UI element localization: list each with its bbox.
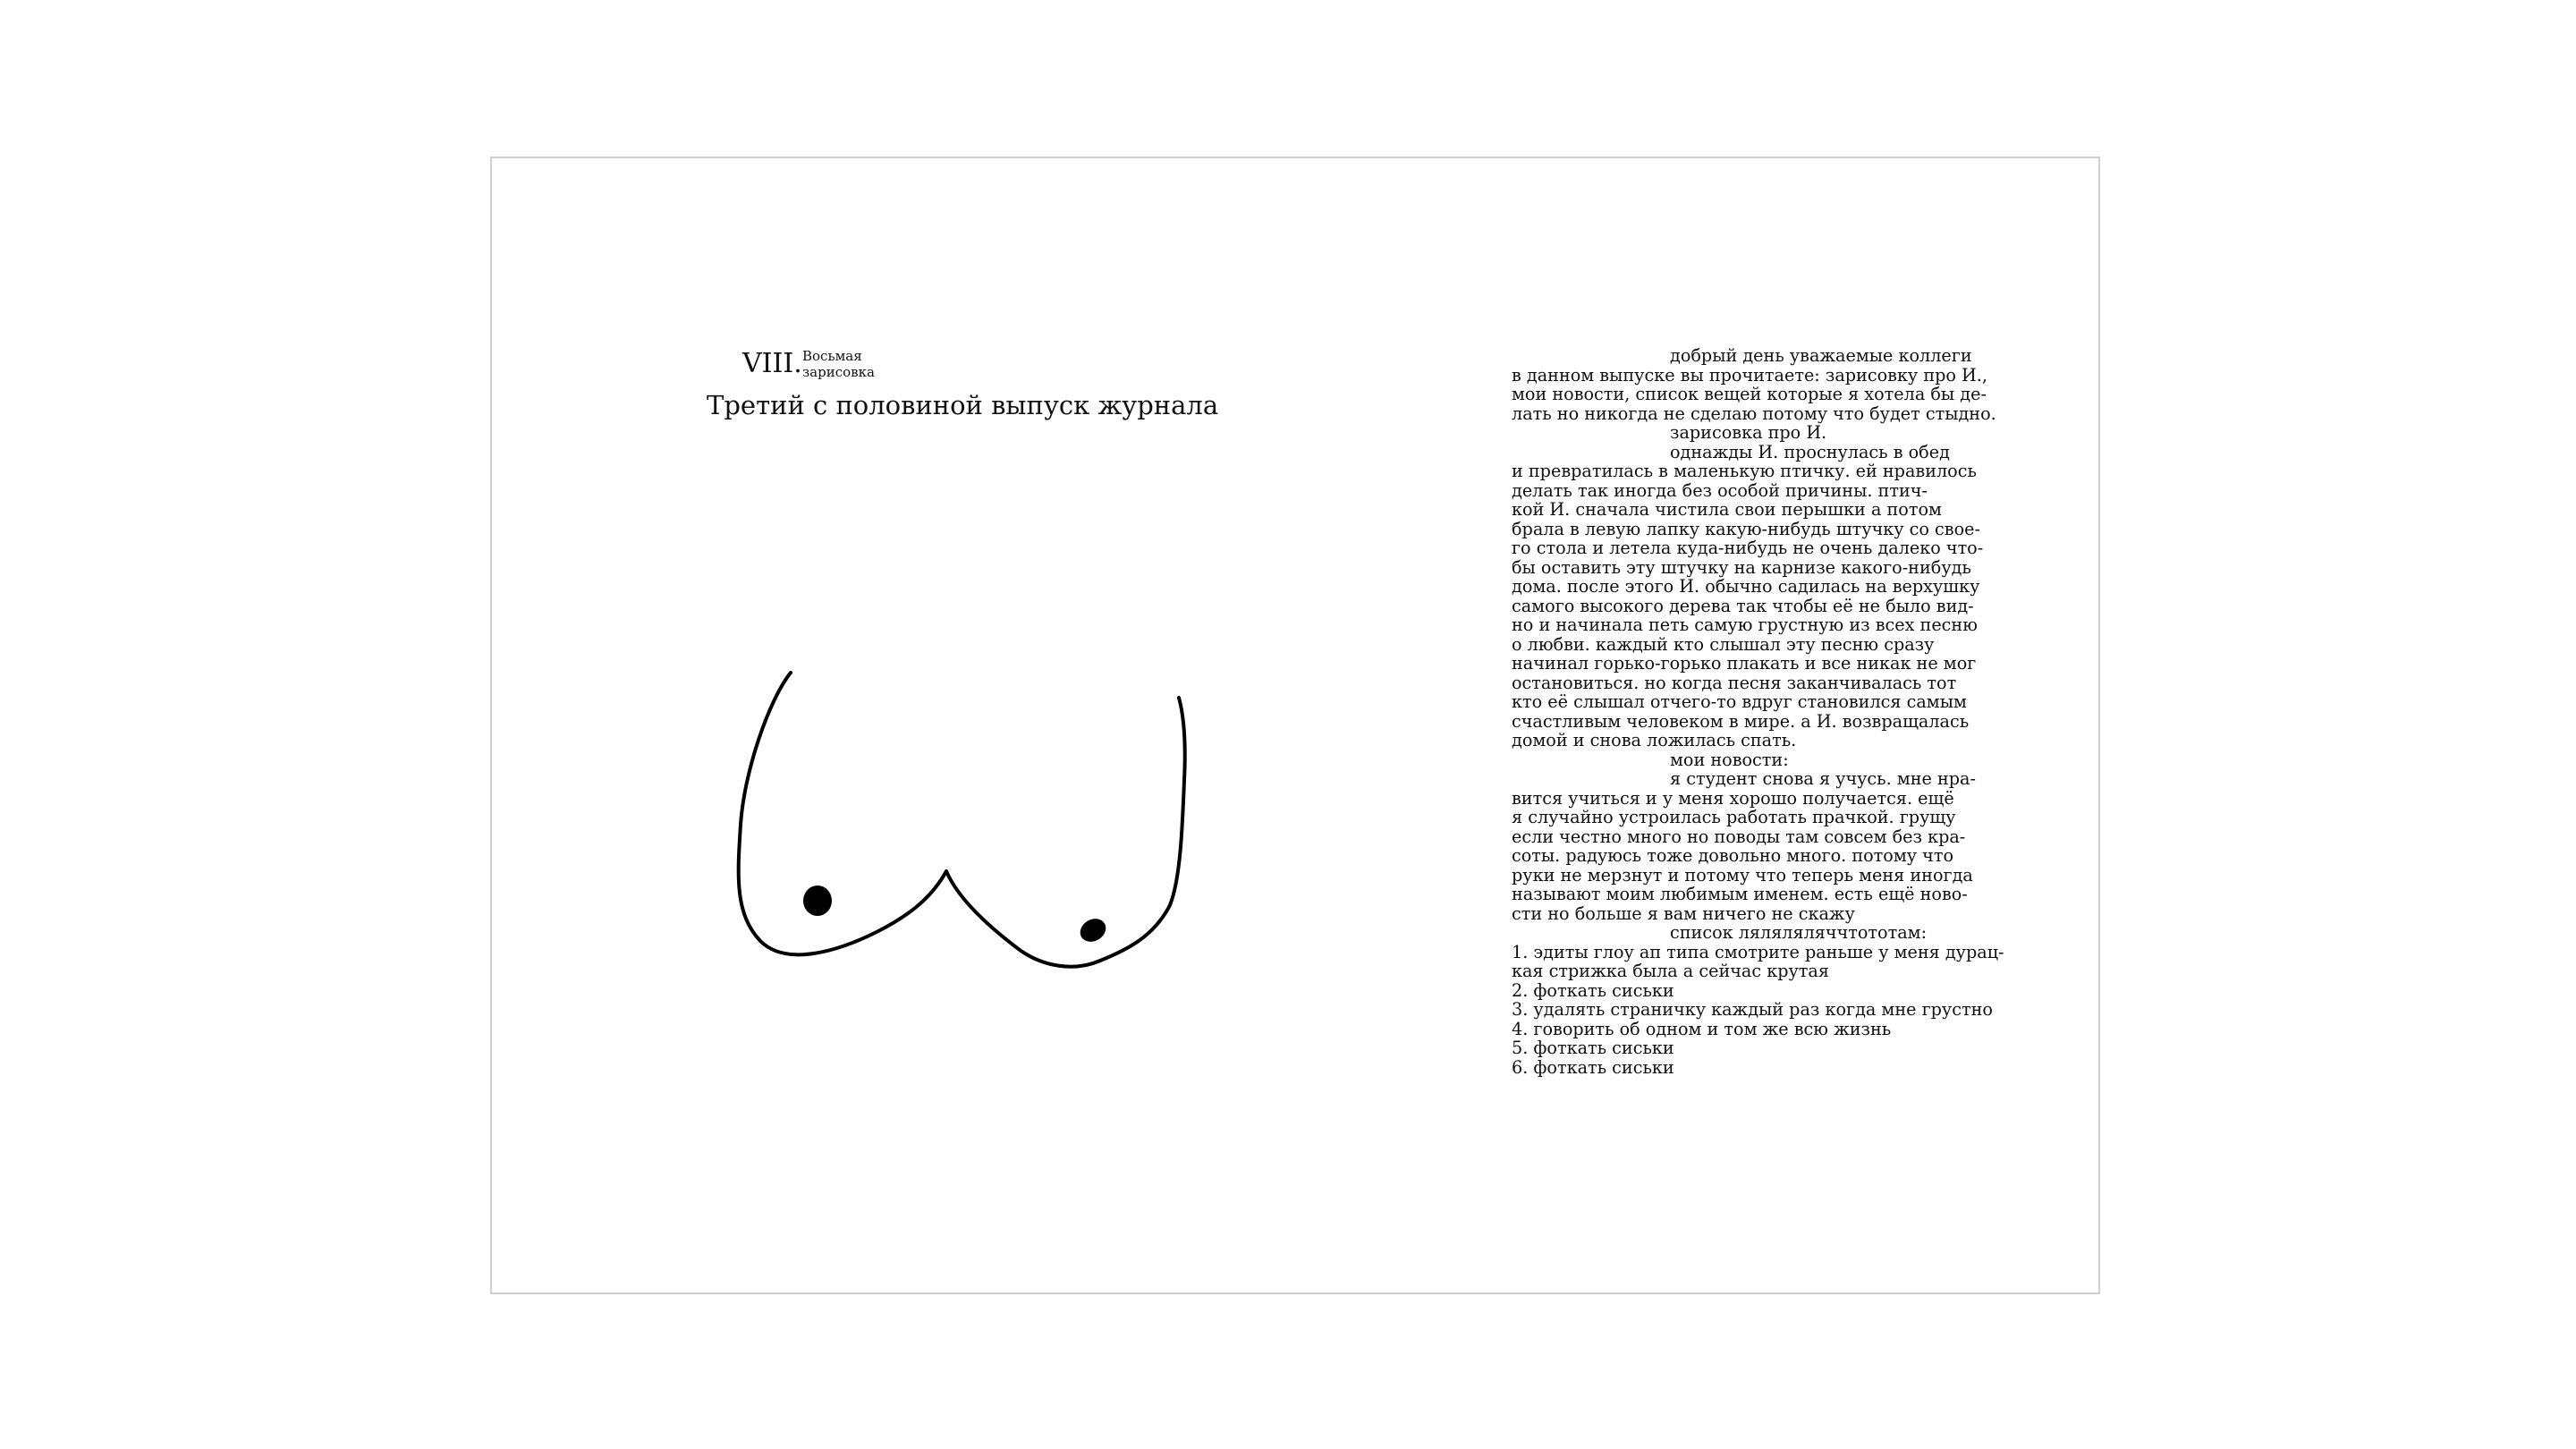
- text-line: вится учиться и у меня хорошо получается. ещё: [1512, 787, 1954, 809]
- line-drawing-illustration: [733, 503, 1234, 1004]
- page-title: Третий с половиной выпуск журнала: [707, 390, 1219, 420]
- text-line: мои новости:: [1670, 749, 1789, 770]
- body-text-column: [1512, 346, 2012, 1077]
- subtitle-line: Восьмая: [802, 348, 862, 364]
- text-line: лать но никогда не сделаю потому что будет стыдно.: [1512, 402, 1996, 424]
- drawing-right-dot: [1076, 914, 1110, 946]
- heading-top: [707, 344, 1333, 384]
- text-line: список ляляляляччтототам:: [1670, 922, 1928, 943]
- heading-block: [707, 344, 1333, 420]
- text-line: самого высокого дерева так чтобы её не было вид-: [1512, 595, 1974, 616]
- text-line: 2. фоткать сиськи: [1512, 979, 1674, 1001]
- text-line: кто её слышал отчего-то вдруг становился самым: [1512, 691, 1967, 712]
- chapter-subtitle: [802, 348, 875, 380]
- text-line: счастливым человеком в мире. а И. возвращалась: [1512, 710, 1970, 732]
- text-line: начинал горько-горько плакать и все никак не мог: [1512, 653, 1977, 674]
- text-line: называют моим любимым именем. есть ещё ново-: [1512, 884, 1968, 904]
- text-line: остановиться. но когда песня заканчивалась тот: [1512, 672, 1957, 693]
- text-line: в данном выпуске вы прочитаете: зарисовку про И.,: [1512, 364, 1987, 386]
- text-line: но и начинала петь самую грустную из всех песню: [1512, 614, 1978, 635]
- text-line: если честно много но поводы там совсем без кра-: [1512, 826, 1966, 847]
- drawing-left-dot: [803, 886, 832, 916]
- text-line: однажды И. проснулась в обед: [1670, 441, 1950, 462]
- text-line: 1. эдиты глоу ап типа смотрите раньше у меня дурац-: [1512, 941, 2004, 962]
- drawing-left-contour: [739, 673, 946, 954]
- text-line: и превратилась в маленькую птичку. ей нравилось: [1512, 461, 1977, 481]
- text-line: го стола и летела куда-нибудь не очень далеко что-: [1512, 538, 1984, 558]
- subtitle-line: зарисовка: [802, 364, 875, 380]
- text-line: кая стрижка была а сейчас крутая: [1512, 961, 1829, 981]
- text-line: о любви. каждый кто слышал эту песню сразу: [1512, 633, 1935, 655]
- magazine-spread: [490, 157, 2100, 1294]
- text-line: зарисовка про И.: [1670, 422, 1827, 443]
- text-line: делать так иногда без особой причины. птич-: [1512, 479, 1928, 501]
- text-line: 4. говорить об одном и том же всю жизнь: [1512, 1018, 1892, 1039]
- text-line: соты. радуюсь тоже довольно много. потому что: [1512, 845, 1954, 866]
- chapter-numeral: VIII.: [742, 348, 802, 379]
- text-line: домой и снова ложилась спать.: [1512, 730, 1797, 750]
- text-line: я студент снова я учусь. мне нра-: [1670, 768, 1976, 789]
- text-line: бы оставить эту штучку на карнизе какого-нибудь: [1512, 556, 1971, 578]
- text-line: брала в левую лапку какую-нибудь штучку со свое-: [1512, 518, 1980, 539]
- text-line: кой И. сначала чистила свои перышки а потом: [1512, 499, 1942, 520]
- text-line: сти но больше я вам ничего не скажу: [1512, 902, 1855, 924]
- drawing-right-contour: [946, 698, 1185, 967]
- text-line: руки не мерзнут и потому что теперь меня иногда: [1512, 864, 1973, 886]
- text-line: 6. фоткать сиськи: [1512, 1056, 1674, 1078]
- text-line: добрый день уважаемые коллеги: [1670, 345, 1972, 366]
- text-line: 3. удалять страничку каждый раз когда мне грустно: [1512, 999, 1993, 1020]
- text-line: я случайно устроилась работать прачкой. грущу: [1512, 807, 1956, 827]
- text-line: дома. после этого И. обычно садилась на верхушку: [1512, 576, 1980, 597]
- text-line: 5. фоткать сиськи: [1512, 1038, 1674, 1058]
- text-line: мои новости, список вещей которые я хотела бы де-: [1512, 384, 1987, 404]
